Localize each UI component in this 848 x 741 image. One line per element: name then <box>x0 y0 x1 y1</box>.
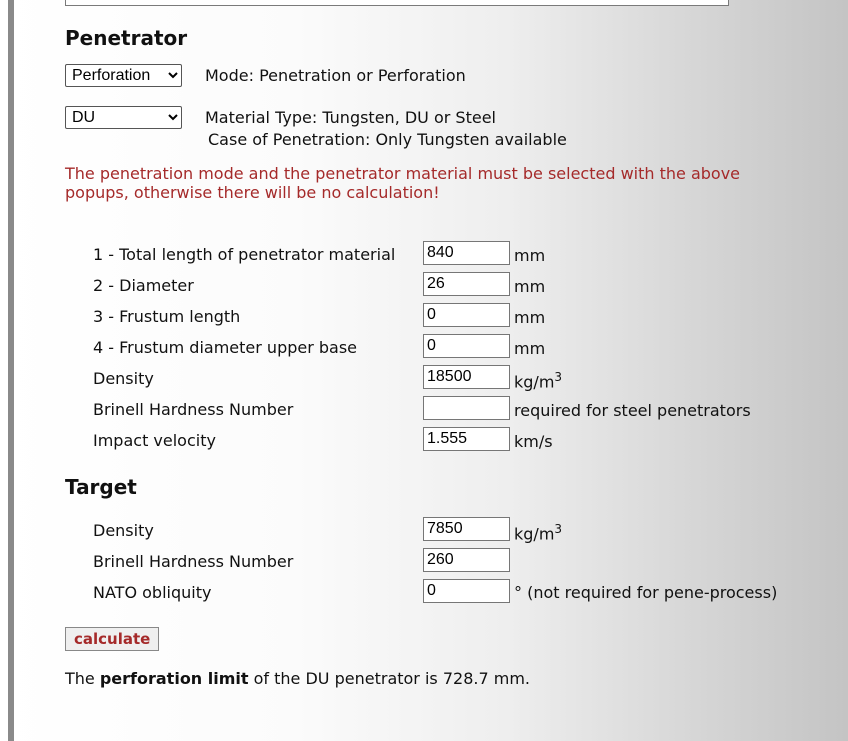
penetrator-brinell-note: required for steel penetrators <box>514 401 751 420</box>
frustum-length-input[interactable] <box>423 303 510 327</box>
result-prefix: The <box>65 669 100 688</box>
total-length-input[interactable] <box>423 241 510 265</box>
target-density-unit-exponent: 3 <box>554 522 563 536</box>
target-density-unit <box>514 522 562 543</box>
result-suffix: of the DU penetrator is 728.7 mm. <box>248 669 530 688</box>
diameter-unit: mm <box>514 277 546 296</box>
target-density-label: Density <box>93 521 154 540</box>
target-brinell-input[interactable] <box>423 548 510 572</box>
nato-obliquity-label: NATO obliquity <box>93 583 212 602</box>
penetrator-density-unit <box>514 370 562 391</box>
penetrator-brinell-label: Brinell Hardness Number <box>93 400 294 419</box>
target-brinell-label: Brinell Hardness Number <box>93 552 294 571</box>
impact-velocity-input[interactable] <box>423 427 510 451</box>
frustum-diameter-label: 4 - Frustum diameter upper base <box>93 338 358 357</box>
diameter-input[interactable] <box>423 272 510 296</box>
nato-obliquity-input[interactable] <box>423 579 510 603</box>
frustum-length-label: 3 - Frustum length <box>93 307 241 326</box>
penetrator-heading: Penetrator <box>65 26 188 50</box>
mode-label: Mode: Penetration or Perforation <box>205 66 466 85</box>
result-text <box>65 669 530 688</box>
penetrator-brinell-input[interactable] <box>423 396 510 420</box>
penetrator-density-unit-text: kg/m <box>514 372 555 392</box>
mode-select[interactable] <box>65 64 182 87</box>
calculate-button[interactable]: calculate <box>65 627 159 651</box>
top-frame-box <box>65 0 729 6</box>
frustum-diameter-input[interactable] <box>423 334 510 358</box>
nato-obliquity-unit: ° (not required for pene-process) <box>514 583 778 602</box>
penetrator-density-label: Density <box>93 369 154 388</box>
material-note: Case of Penetration: Only Tungsten available <box>208 130 567 149</box>
frustum-length-unit: mm <box>514 308 546 327</box>
total-length-label: 1 - Total length of penetrator material <box>93 245 396 264</box>
penetrator-density-input[interactable] <box>423 365 510 389</box>
target-density-input[interactable] <box>423 517 510 541</box>
selection-warning: The penetration mode and the penetrator material must be selected with the above popups, otherwise there will be no calculation! <box>65 164 741 202</box>
material-label: Material Type: Tungsten, DU or Steel <box>205 108 496 127</box>
target-density-unit-text: kg/m <box>514 524 555 544</box>
result-bold: perforation limit <box>99 669 249 688</box>
material-select[interactable] <box>65 106 182 129</box>
frustum-diameter-unit: mm <box>514 339 546 358</box>
page-left-border <box>8 0 14 741</box>
impact-velocity-label: Impact velocity <box>93 431 216 450</box>
total-length-unit: mm <box>514 246 546 265</box>
penetrator-density-unit-exponent: 3 <box>554 370 563 384</box>
impact-velocity-unit: km/s <box>514 432 553 451</box>
target-heading: Target <box>65 475 137 499</box>
diameter-label: 2 - Diameter <box>93 276 194 295</box>
